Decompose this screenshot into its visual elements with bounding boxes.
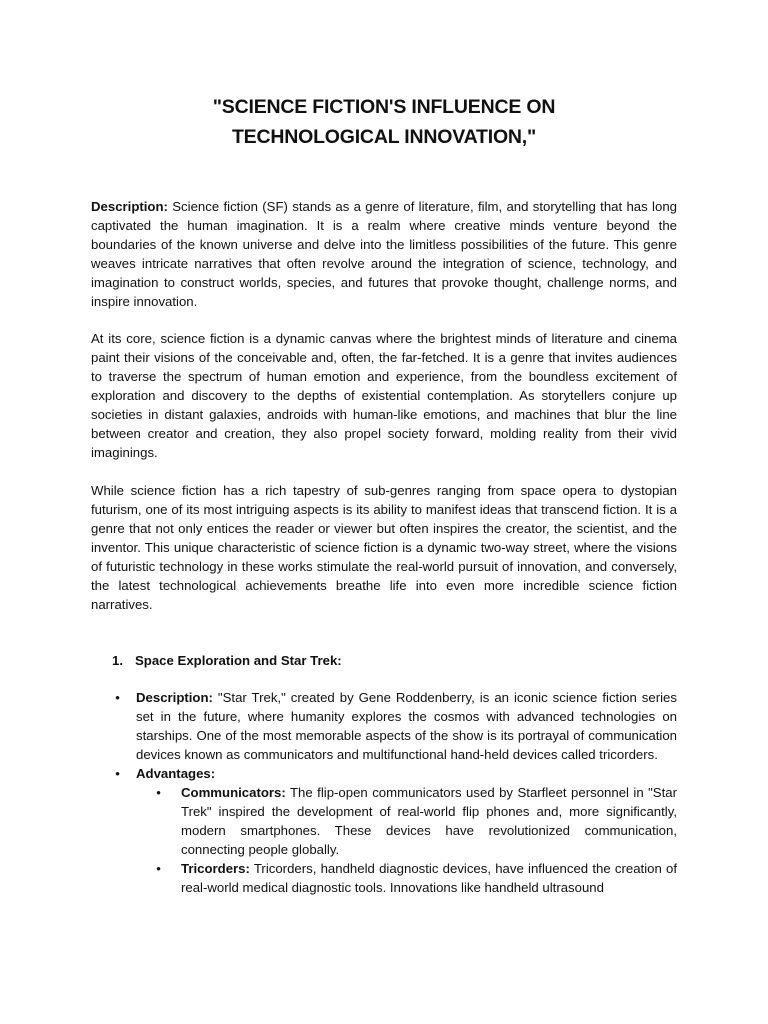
advantage-text: Tricorders, handheld diagnostic devices, have influenced the creation of real-world medical diagnostic tools. Innovations like handheld ultrasound [181, 861, 677, 895]
section-1-title: Space Exploration and Star Trek: [135, 653, 342, 668]
bullet-icon: • [115, 766, 120, 781]
description-paragraph [91, 197, 677, 311]
document-title: "SCIENCE FICTION'S INFLUENCE ON TECHNOLOGICAL INNOVATION," [212, 96, 556, 148]
description-label: Description: [91, 199, 168, 214]
description-text: Science fiction (SF) stands as a genre of literature, film, and storytelling that has long captivated the human imagination. It is a realm where creative minds venture beyond the boundaries of the known universe and delve into the limitless possibilities of the future. This genre weaves intricate narratives that often revolve around the integration of science, technology, and imagination to construct worlds, species, and futures that provoke thought, challenge norms, and inspire innovation. [91, 199, 677, 309]
advantages-sublist [136, 783, 677, 897]
bullet-icon: • [156, 861, 161, 876]
list-item-advantages-body [136, 764, 677, 783]
advantage-label: Tricorders: [181, 861, 250, 876]
section-1-heading [91, 651, 677, 670]
list-item-description [91, 688, 677, 764]
section-1-list [91, 688, 677, 897]
section-description-label: Description: [136, 690, 213, 705]
list-item [136, 859, 677, 897]
advantage-body [181, 859, 677, 897]
section-1-number: 1. [112, 653, 123, 668]
advantage-body [181, 783, 677, 859]
advantage-label: Communicators: [181, 785, 286, 800]
bullet-icon: • [156, 785, 161, 800]
section-description-text: "Star Trek," created by Gene Roddenberry, is an iconic science fiction series set in the future, where humanity explores the cosmos with advanced technologies on starships. One of the most memorable aspects of the show is its portrayal of communication devices known as communicators and multifunctional hand-held devices called tricorders. [136, 690, 677, 762]
paragraph-3: While science fiction has a rich tapestry of sub-genres ranging from space opera to dystopian futurism, one of its most intriguing aspects is its ability to manifest ideas that transcend fiction. It is a genre that not only entices the reader or viewer but often inspires the creator, the scientist, and the inventor. This unique characteristic of science fiction is a dynamic two-way street, where the visions of futuristic technology in these works stimulate the real-world pursuit of innovation, and conversely, the latest technological achievements breathe life into even more incredible science fiction narratives. [91, 483, 677, 612]
list-item-advantages [91, 764, 677, 783]
advantage-text: The flip-open communicators used by Starfleet personnel in "Star Trek" inspired the development of real-world flip phones and, more significantly, modern smartphones. These devices have revolutionized communication, connecting people globally. [181, 785, 677, 857]
paragraph-2: At its core, science fiction is a dynamic canvas where the brightest minds of literature and cinema paint their visions of the conceivable and, often, the far-fetched. It is a genre that invites audiences to traverse the spectrum of human emotion and experience, from the boundless excitement of exploration and discovery to the depths of existential contemplation. As storytellers conjure up societies in distant galaxies, androids with human-like emotions, and machines that blur the line between creator and creation, they also propel society forward, molding reality from their vivid imaginings. [91, 331, 677, 460]
list-item [136, 783, 677, 859]
advantages-label: Advantages: [136, 766, 216, 781]
bullet-icon: • [115, 690, 120, 705]
list-item-description-body [136, 688, 677, 764]
